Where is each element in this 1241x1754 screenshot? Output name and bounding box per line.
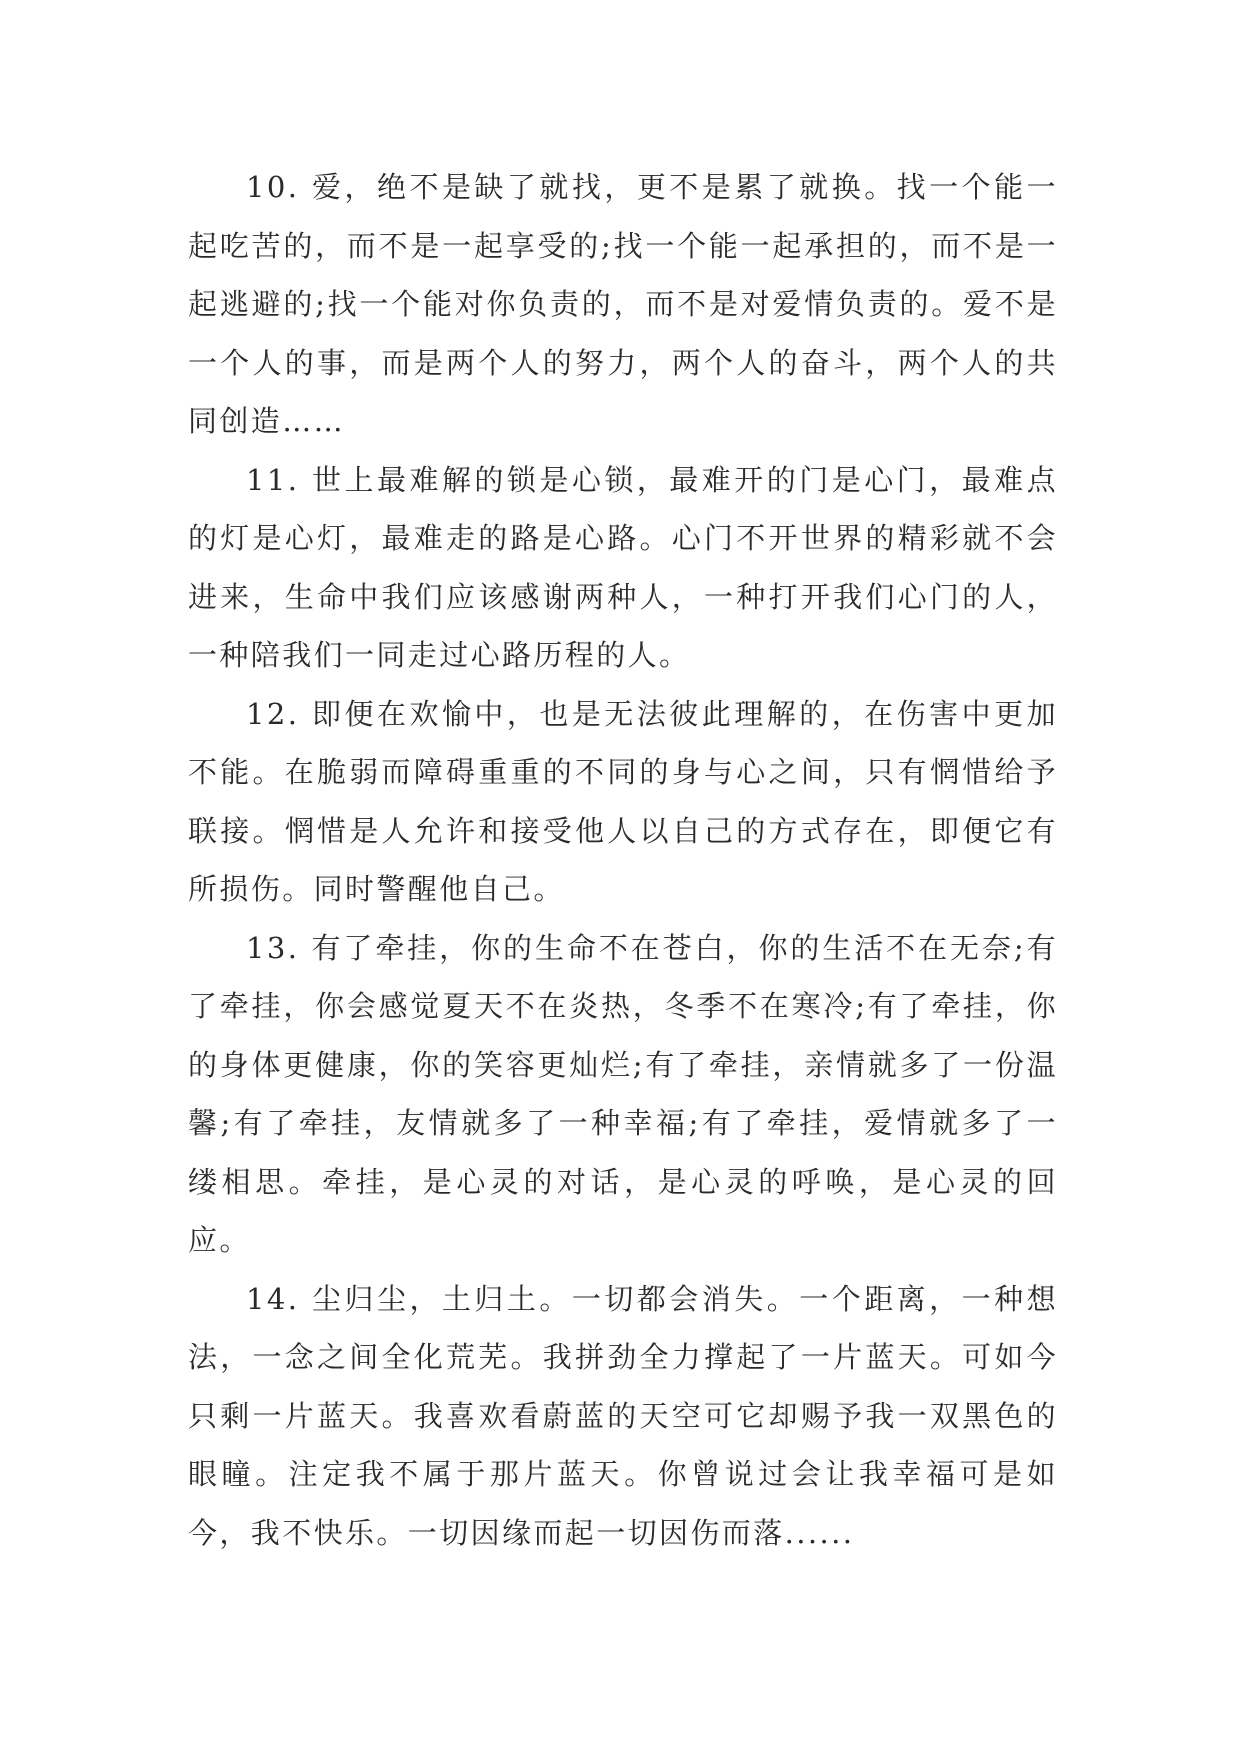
paragraph-14: 14. 尘归尘，土归土。一切都会消失。一个距离，一种想法，一念之间全化荒芜。我拼劲全力撑起了一片蓝天。可如今只剩一片蓝天。我喜欢看蔚蓝的天空可它却赐予我一双黑色的眼瞳。注定我不属于那片蓝天。你曾说过会让我幸福可是如今，我不快乐。一切因缘而起一切因伤而落......	[188, 1281, 1058, 1550]
paragraph-11: 11. 世上最难解的锁是心锁，最难开的门是心门，最难点的灯是心灯，最难走的路是心路。心门不开世界的精彩就不会进来，生命中我们应该感谢两种人，一种打开我们心门的人，一种陪我们一同走过心路历程的人。	[188, 462, 1058, 672]
paragraph-10: 10. 爱，绝不是缺了就找，更不是累了就换。找一个能一起吃苦的，而不是一起享受的;找一个能一起承担的，而不是一起逃避的;找一个能对你负责的，而不是对爱情负责的。爱不是一个人的事，而是两个人的努力，两个人的奋斗，两个人的共同创造……	[188, 170, 1058, 438]
document-body	[188, 158, 1058, 1562]
paragraph-13: 13. 有了牵挂，你的生命不在苍白，你的生活不在无奈;有了牵挂，你会感觉夏天不在炎热，冬季不在寒冷;有了牵挂，你的身体更健康，你的笑容更灿烂;有了牵挂，亲情就多了一份温馨;有了牵挂，友情就多了一种幸福;有了牵挂，爱情就多了一缕相思。牵挂，是心灵的对话，是心灵的呼唤，是心灵的回应。	[188, 930, 1058, 1257]
paragraph-12: 12. 即便在欢愉中，也是无法彼此理解的，在伤害中更加不能。在脆弱而障碍重重的不同的身与心之间，只有惘惜给予联接。惘惜是人允许和接受他人以自己的方式存在，即便它有所损伤。同时警醒他自己。	[188, 696, 1058, 906]
